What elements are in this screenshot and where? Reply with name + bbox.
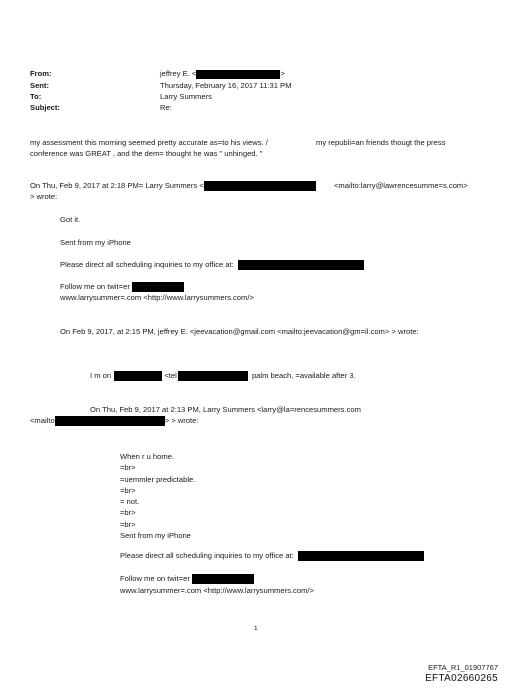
quote2-attrib: On Feb 9, 2017, at 2:15 PM, jeffrey E. <jeevacation@gmail.com <mailto:jeevacation@gm=il.com> > wrote:: [60, 327, 419, 336]
redaction-box: [132, 282, 184, 292]
doc-id-2: EFTA02660265: [425, 673, 498, 684]
scheduling-line-1: [60, 260, 364, 270]
follow-line-2: [120, 574, 254, 584]
quote1-mailto: <mailto:larry@lawrencesumme=s.com>: [334, 181, 468, 190]
palm-beach-text: palm beach, =available after 3.: [251, 371, 356, 380]
body-line-1b: my republi=an friends thougt the press: [316, 138, 446, 147]
quote3-body-line: =uemmler predictable.: [120, 474, 196, 484]
website-line-1: www.larrysummer=.com <http://www.larrysummers.com/>: [60, 293, 254, 302]
redaction-box: [114, 371, 162, 381]
redaction-box: [298, 551, 424, 561]
to-value: Larry Summers: [160, 92, 212, 101]
subject-label: Subject:: [30, 103, 60, 112]
sent-from-iphone: Sent from my iPhone: [60, 238, 131, 247]
from-close: >: [280, 69, 285, 78]
tel-text: <tel: [164, 371, 177, 380]
follow-text: Follow me on twit=er: [120, 574, 190, 583]
from-value: [160, 69, 285, 79]
sent-value: Thursday, February 16, 2017 11:31 PM: [160, 81, 292, 90]
page-number: 1: [254, 625, 258, 632]
quote3-line1: On Thu, Feb 9, 2017 at 2:13 PM, Larry Summers <larry@la=rencesummers.com: [90, 405, 361, 414]
redaction-box: [55, 416, 165, 426]
scheduling-text: Please direct all scheduling inquiries to my office at:: [120, 551, 294, 560]
quote3-mailto: <mailto: [30, 416, 55, 425]
quote1-wrote: > wrote:: [30, 192, 58, 201]
quote3-body-line: =br>: [120, 519, 136, 529]
quote1-line1: [30, 181, 316, 191]
follow-text: Follow me on twit=er: [60, 282, 130, 291]
redaction-box: [204, 181, 316, 191]
to-label: To:: [30, 92, 42, 101]
quote3-wrote: > > wrote:: [164, 416, 199, 425]
follow-line-1: [60, 282, 184, 292]
quote3-body-line: When r u home.: [120, 452, 175, 461]
from-label: From:: [30, 69, 52, 78]
redaction-box: [238, 260, 364, 270]
redaction-box: [192, 574, 254, 584]
quote3-body-line: =br>: [120, 508, 136, 518]
im-on-text: I m on: [90, 371, 112, 380]
body-line-2: conference was GREAT , and the dem= thought he was " unhinged. ": [30, 149, 263, 158]
subject-value: Re:: [160, 103, 172, 112]
got-it-text: Got it.: [60, 215, 81, 224]
body-line-1a: my assessment this morning seemed pretty accurate as=to his views. /: [30, 138, 268, 147]
redaction-box: [178, 371, 248, 381]
sent-label: Sent:: [30, 81, 49, 90]
quote3-line2: [30, 416, 198, 426]
redaction-box: [196, 70, 280, 79]
scheduling-text: Please direct all scheduling inquiries to my office at:: [60, 260, 234, 269]
quote3-body-line: =br>: [120, 485, 136, 495]
from-name: jeffrey E. <: [160, 69, 197, 78]
scheduling-line-2: [120, 551, 424, 561]
im-on-line: [90, 371, 356, 381]
quote1-attrib: On Thu, Feb 9, 2017 at 2:18 PM= Larry Summers <: [30, 181, 204, 190]
quote3-body-line: = not.: [120, 497, 140, 507]
quote3-body-line: Sent from my iPhone: [120, 531, 191, 541]
quote3-body: [120, 451, 195, 541]
doc-id-1: EFTA_R1_01907767: [428, 663, 498, 672]
website-line-2: www.larrysummer=.com <http://www.larrysummers.com/>: [120, 586, 314, 595]
quote3-body-line: =br>: [120, 463, 136, 473]
